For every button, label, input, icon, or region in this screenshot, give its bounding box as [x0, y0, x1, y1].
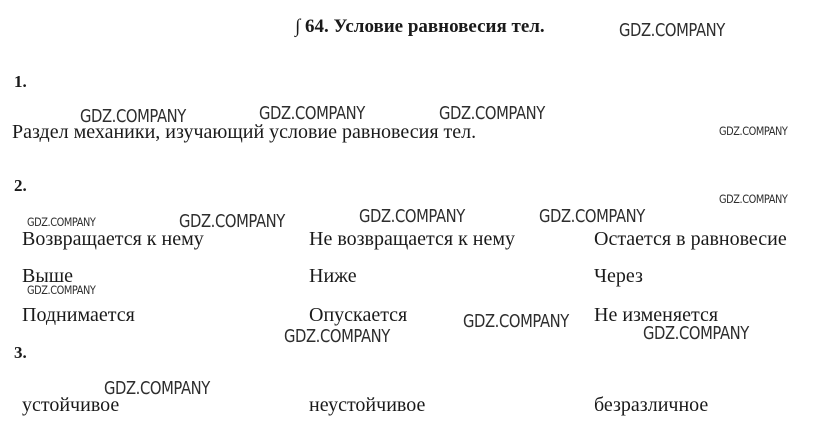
table-cell: Не изменяется — [594, 304, 719, 326]
table-cell: Поднимается — [22, 304, 135, 326]
watermark: GDZ.COMPANY — [27, 215, 96, 229]
answer-item: безразличное — [594, 394, 709, 416]
section-1-number: 1. — [14, 72, 27, 91]
section-1-answer: Раздел механики, изучающий условие равновесия тел. — [12, 121, 477, 143]
watermark: GDZ.COMPANY — [643, 323, 749, 344]
watermark: GDZ.COMPANY — [619, 20, 725, 41]
table-cell: Ниже — [309, 265, 357, 287]
watermark: GDZ.COMPANY — [719, 192, 788, 206]
table-cell: Возвращается к нему — [22, 228, 204, 250]
page-title: ∫ 64. Условие равновесия тел. — [295, 16, 545, 37]
table-cell: Не возвращается к нему — [309, 228, 516, 250]
watermark: GDZ.COMPANY — [439, 103, 545, 124]
watermark: GDZ.COMPANY — [80, 106, 186, 127]
answer-item: устойчивое — [22, 394, 120, 416]
answer-item: неустойчивое — [309, 394, 426, 416]
watermark: GDZ.COMPANY — [719, 124, 788, 138]
table-cell: Остается в равновесие — [594, 228, 787, 250]
watermark: GDZ.COMPANY — [463, 311, 569, 332]
table-cell: Через — [594, 265, 643, 287]
watermark: GDZ.COMPANY — [104, 378, 210, 399]
watermark: GDZ.COMPANY — [179, 211, 285, 232]
watermark: GDZ.COMPANY — [27, 283, 96, 297]
watermark: GDZ.COMPANY — [259, 103, 365, 124]
watermark: GDZ.COMPANY — [359, 206, 465, 227]
table-cell: Опускается — [309, 304, 408, 326]
section-3-number: 3. — [14, 343, 27, 362]
watermark: GDZ.COMPANY — [284, 326, 390, 347]
watermark: GDZ.COMPANY — [539, 206, 645, 227]
table-cell: Выше — [22, 265, 74, 287]
section-2-number: 2. — [14, 176, 27, 195]
